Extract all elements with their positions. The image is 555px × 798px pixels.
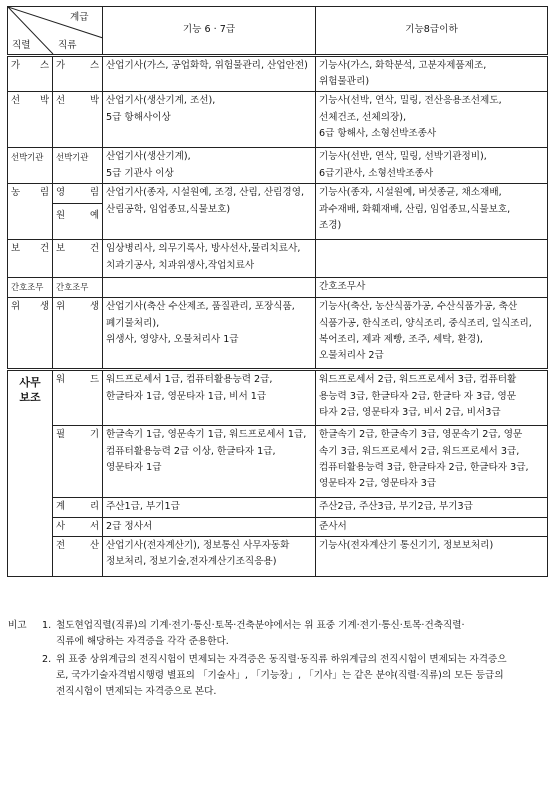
cell-line: 한글타자 1급, 영문타자 1급, 비서 1급 [106,390,267,402]
cell-line: 기능사(축산, 농산식품가공, 수산식품가공, 축산 [319,301,518,313]
group-cell: 선 박 [8,92,53,148]
cell-line: 기능사(선박, 연삭, 밀링, 전산응용조선제도, [319,95,502,107]
group-cell: 보 건 [8,240,53,278]
cell-line: 워드프로세서 1급, 컴퓨터활용능력 2급, [106,374,273,386]
cell-line: 복어조리, 제과 제빵, 조주, 세탁, 환경), [319,333,483,345]
note-number: 1. [42,620,52,631]
cell-line: 폐기물처리), [106,317,160,329]
table-row [8,278,548,298]
cell-line: 컴퓨터활용능력 2급 이상, 한글타자 1급, [106,445,276,457]
grade8-cell [316,426,548,498]
header-left-label: 직렬 [12,40,31,51]
grade8-cell [316,56,548,92]
grade67-cell [103,370,316,426]
grade8-cell [316,278,548,298]
cell-line: 기능사(선반, 연삭, 밀링, 선박기관정비), [319,151,487,163]
cell-line: 주산2급, 주산3급, 부기2급, 부기3급 [319,501,473,513]
series-label: 영 림 [53,184,102,203]
table-row [8,148,548,184]
cell-line: 산업기사(종자, 시설원예, 조경, 산림, 산림경영, [106,187,305,199]
note-text [56,618,548,650]
cell-line: 5급 기관사 이상 [106,167,174,179]
cell-line: 정보처리, 정보기술,전자계산기조직응용) [106,556,277,568]
grade67-cell [103,298,316,370]
group-cell: 간호조무 [8,278,53,298]
group-cell-office-support [8,370,53,576]
cell-line: 산업기사(생산기계, 조선), [106,95,216,107]
series-cell [53,184,103,240]
cell-line: 2급 정사서 [106,520,153,532]
note-item [8,618,548,650]
diagonal-header-cell [8,7,103,56]
qualification-table [7,6,548,577]
group-cell: 가 스 [8,56,53,92]
notes-section [8,618,548,700]
table-row [8,426,548,498]
grade8-cell [316,370,548,426]
cell-line: 타자 2급, 영문타자 3급, 비서 2급, 비서3급 [319,406,501,418]
group-cell: 농 림 [8,184,53,240]
cell-line: 위험물관리) [319,76,370,88]
grade67-cell [103,148,316,184]
column-header-grade-6-7: 기능 6 · 7급 [103,7,316,56]
cell-line: 조경) [319,219,342,231]
note-line: 전직시험이 면제되는 자격증으로 본다. [56,686,217,697]
table-row [8,536,548,576]
series-cell: 필 기 [53,426,103,498]
cell-line: 치과기공사, 치과위생사,작업치료사 [106,259,255,271]
cell-line: 식품가공, 한식조리, 양식조리, 중식조리, 일식조리, [319,317,532,329]
group-cell: 위 생 [8,298,53,370]
cell-line: 5급 항해사이상 [106,111,171,123]
cell-line: 영문타자 2급, 영문타자 3급 [319,478,437,490]
cell-line: 산업기사(생산기계), [106,151,191,163]
cell-line: 속기 3급, 워드프로세서 2급, 워드프로세서 3급, [319,445,520,457]
note-line: 직류에 해당하는 자격증을 각각 준용한다. [56,636,229,647]
series-cell: 간호조무 [53,278,103,298]
cell-line: 산림공학, 임업종묘,식물보호) [106,203,231,215]
cell-line: 기능사(종자, 시설원예, 버섯종균, 채소재배, [319,187,502,199]
table-row [8,517,548,536]
cell-line: 영문타자 1급 [106,461,162,473]
cell-line: 워드프로세서 2급, 워드프로세서 3급, 컴퓨터활 [319,374,517,386]
cell-line: 용능력 3급, 한글타자 2급, 한글타 자 3급, 영문 [319,390,517,402]
series-cell: 전 산 [53,536,103,576]
group-cell: 선박기관 [8,148,53,184]
cell-line: 한글속기 2급, 한글속기 3급, 영문속기 2급, 영문 [319,429,523,441]
grade67-cell [103,56,316,92]
grade67-cell [103,240,316,278]
cell-line: 임상병리사, 의무기록사, 방사선사,물리치료사, [106,243,301,255]
cell-line: 주산1급, 부기1급 [106,501,180,513]
grade8-cell [316,517,548,536]
cell-line: 기능사(전자계산기 통신기기, 정보보처리) [319,539,494,551]
cell-line: 산업기사(축산 수산제조, 품질관리, 포장식품, [106,301,295,313]
cell-line: 준사서 [319,520,347,532]
note-line: 철도현업직렬(직류)의 기계·전기·통신·토목·건축분야에서는 위 표중 기계·전기·통신·토목·건축직렬· [56,620,465,631]
note-line: 위 표중 상위계급의 전직시험이 면제되는 자격증은 동직렬·동직류 하위계급의 전직시험이 면제되는 자격증으 [56,654,507,665]
cell-line: 오물처리사 2급 [319,350,384,362]
grade8-cell [316,184,548,240]
column-header-grade-8: 기능8급이하 [316,7,548,56]
table-row [8,184,548,240]
cell-line: 산업기사(전자계산기), 정보통신 사무자동화 [106,539,290,551]
table-row [8,298,548,370]
group-label: 사무 보조 [19,376,41,405]
cell-line: 6급기관사, 소형선박조종사 [319,167,434,179]
cell-line: 기능사(가스, 화학분석, 고분자제품제조, [319,60,487,71]
grade67-cell [103,184,316,240]
grade67-cell [103,278,316,298]
cell-line: 6급 항해사, 소형선박조종사 [319,127,437,139]
series-cell: 사 서 [53,517,103,536]
grade8-cell [316,536,548,576]
cell-line: 위생사, 영양사, 오물처리사 1급 [106,333,239,345]
series-cell: 선박기관 [53,148,103,184]
grade8-cell [316,148,548,184]
cell-line: 산업기사(가스, 공업화학, 위험물관리, 산업안전) [106,60,308,71]
series-sub-label: 원 예 [56,209,99,221]
grade8-cell [316,498,548,517]
series-cell: 가 스 [53,56,103,92]
table-row [8,240,548,278]
cell-line: 컴퓨터활용능력 3급, 한글타자 2급, 한글타자 3급, [319,461,529,473]
note-text [56,652,548,700]
series-cell: 위 생 [53,298,103,370]
table-header-row [8,7,548,56]
grade67-cell [103,92,316,148]
table-row [8,92,548,148]
table-row [8,56,548,92]
grade8-cell [316,92,548,148]
note-line: 로, 국가기술자격법시행령 별표의 「기술사」, 「기능장」, 「기사」는 같은 분야(직렬·직류)의 모든 등급의 [56,670,504,681]
table-row [8,370,548,426]
grade8-cell [316,298,548,370]
series-cell: 보 건 [53,240,103,278]
grade67-cell [103,536,316,576]
cell-line: 선체건조, 선체의장), [319,111,407,123]
grade67-cell [103,517,316,536]
cell-line: 과수재배, 화훼재배, 산림, 임업종묘,식물보호, [319,203,511,215]
note-number: 2. [42,654,52,665]
table-row [8,498,548,517]
series-cell: 워 드 [53,370,103,426]
note-item [8,652,548,700]
grade67-cell [103,498,316,517]
header-top-label: 계급 [70,12,89,23]
grade8-cell [316,240,548,278]
series-cell: 선 박 [53,92,103,148]
series-cell: 계 리 [53,498,103,517]
cell-line: 간호조무사 [319,281,366,293]
header-mid-label: 직류 [58,40,77,51]
grade67-cell [103,426,316,498]
cell-line: 한글속기 1급, 영문속기 1급, 워드프로세서 1급, [106,429,307,441]
notes-label: 비고 [8,620,27,631]
